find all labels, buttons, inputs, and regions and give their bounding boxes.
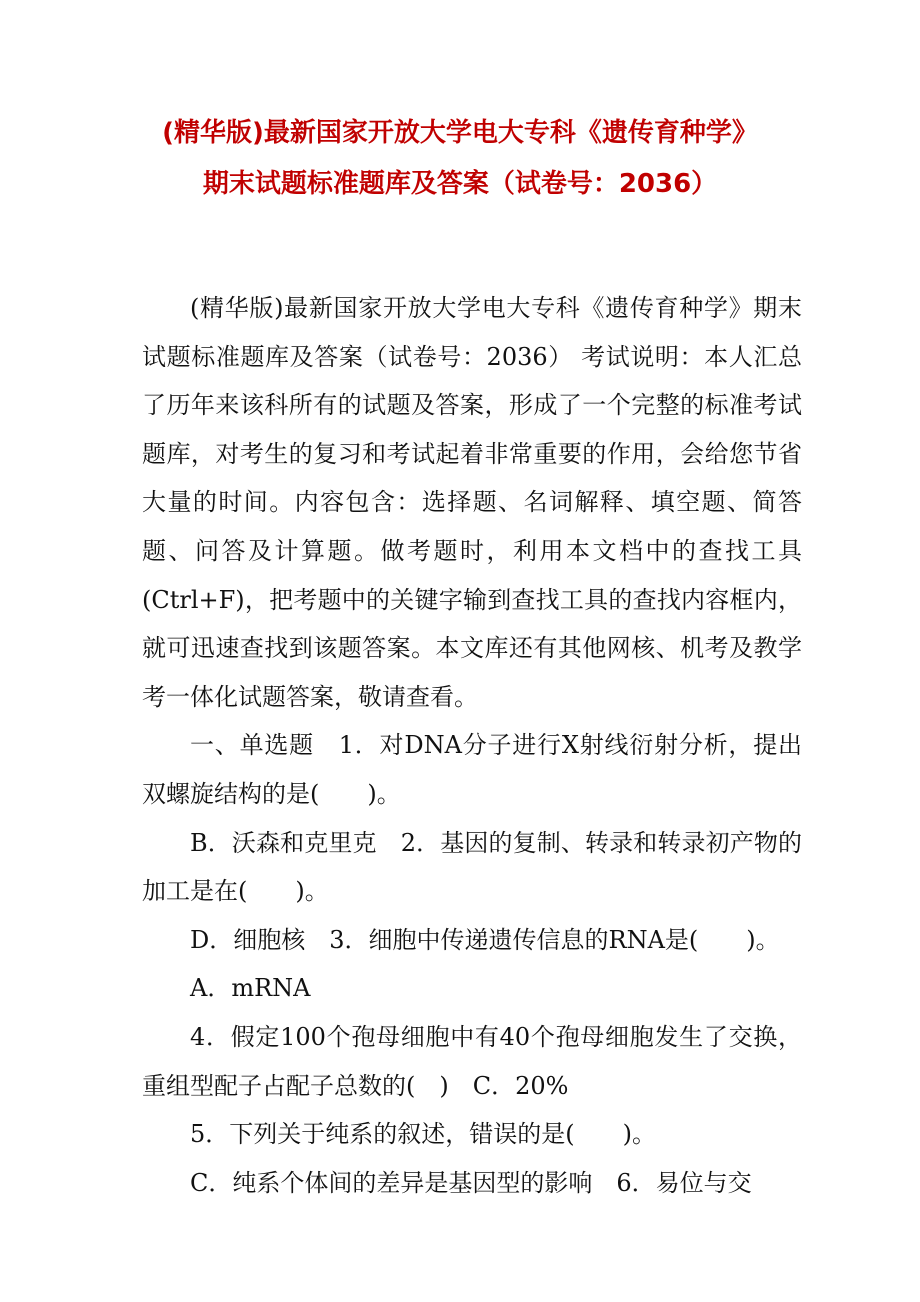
question-paragraph-1: 一、单选题 1．对DNA分子进行X射线衍射分析，提出双螺旋结构的是( )。 (142, 731, 802, 808)
answer-paragraph-5: C．纯系个体间的差异是基因型的影响 6．易位与交 (190, 1168, 752, 1197)
intro-paragraph: (精华版)最新国家开放大学电大专科《遗传育种学》期末试题标准题库及答案（试卷号：2036） 考试说明：本人汇总了历年来该科所有的试题及答案，形成了一个完整的标准考试题库，对考生的复习和考试起着非常重要的作用，会给您节省大量的时间。内容包含：选择题、名词解释、填空题、简答题、问答及计算题。做考题时，利用本文档中的查找工具(Ctrl+F)，把考题中的关键字输到查找工具的查找内容框内，就可迅速查找到该题答案。本文库还有其他网核、机考及教学考一体化试题答案，敬请查看。 (142, 294, 802, 711)
answer-paragraph-2: D．细胞核 3．细胞中传递遗传信息的RNA是( )。 (190, 925, 780, 954)
document-title-line-1: (精华版)最新国家开放大学电大专科《遗传育种学》 (162, 118, 758, 148)
answer-paragraph-3: A．mRNA (190, 974, 311, 1003)
answer-paragraph-1: B．沃森和克里克 2．基因的复制、转录和转录初产物的加工是在( )。 (142, 828, 802, 906)
document-title-line-2: 期末试题标准题库及答案（试卷号：2036） (202, 169, 718, 199)
question-paragraph-5: 5．下列关于纯系的叙述，错误的是( )。 (190, 1120, 656, 1149)
document-body (142, 284, 802, 1207)
question-paragraph-4: 4．假定100个孢母细胞中有40个孢母细胞发生了交换，重组型配子占配子总数的( ) C．20% (142, 1022, 802, 1100)
